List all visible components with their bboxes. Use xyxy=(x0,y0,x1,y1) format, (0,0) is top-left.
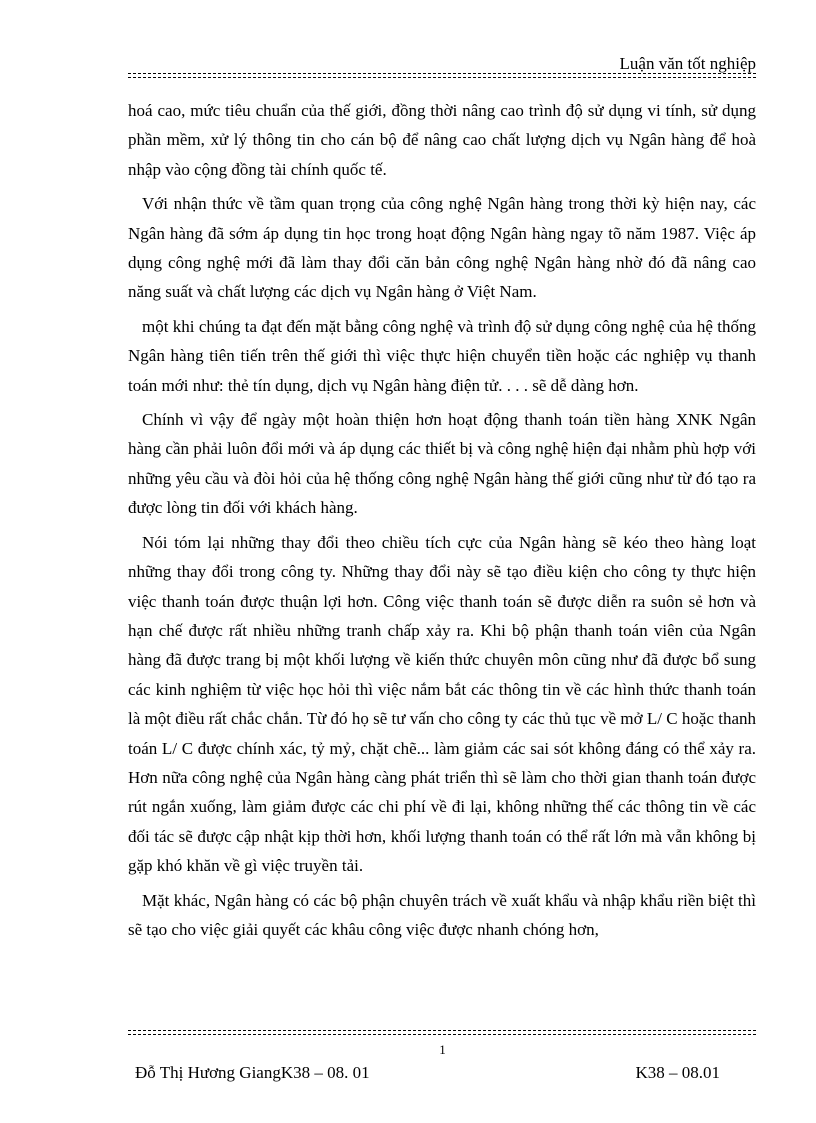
page-number: 1 xyxy=(439,1042,446,1057)
footer-author: Đỗ Thị Hương GiangK38 – 08. 01 xyxy=(135,1063,370,1082)
header-divider xyxy=(128,73,756,80)
footer-divider xyxy=(128,1030,756,1037)
paragraph: Mặt khác, Ngân hàng có các bộ phận chuyên trách về xuất khẩu và nhập khẩu riền biệt thì sẽ tạo cho việc giải quyết các khâu công việc được nhanh chóng hơn, xyxy=(128,890,756,939)
paragraph: một khi chúng ta đạt đến mặt bằng công nghệ và trình độ sử dụng công nghệ của hệ thống Ngân hàng tiên tiến trên thế giới thì việc thực hiện chuyển tiền hoặc các nghiệp vụ thanh toán mới như: thẻ tín dụng, dịch vụ Ngân hàng điện tử. . . . sẽ dễ dàng hơn. xyxy=(128,316,756,395)
header-title: Luận văn tốt nghiệp xyxy=(619,54,756,73)
paragraph: Nói tóm lại những thay đổi theo chiều tích cực của Ngân hàng sẽ kéo theo hàng loạt những thay đổi trong công ty. Những thay đổi này sẽ tạo điều kiện cho công ty thực hiện việc thanh toán được thuận lợi hơn. Công việc thanh toán sẽ được diễn ra suôn sẻ hơn và hạn chế được rất nhiều những tranh chấp xảy ra. Khi bộ phận thanh toán viên của Ngân hàng đã được trang bị một khối lượng về kiến thức chuyên môn cũng như đã được bổ sung các kinh nghiệm từ việc học hỏi thì việc nắm bắt các thông tin về các hình thức thanh toán là một điều rất chắc chắn. Từ đó họ sẽ tư vấn cho công ty các thủ tục về mở L/ C hoặc thanh toán L/ C được chính xác, tỷ mỷ, chặt chẽ... làm giảm các sai sót không đáng có thể xảy ra. Hơn nữa công nghệ của Ngân hàng càng phát triển thì sẽ làm cho thời gian thanh toán được rút ngắn xuống, làm giảm được các chi phí về đi lại, không những thế các thông tin về các đối tác sẽ được cập nhật kịp thời hơn, khối lượng thanh toán có thể rất lớn mà vẫn không bị gặp khó khăn về gì việc truyền tải. xyxy=(128,532,756,876)
paragraph: hoá cao, mức tiêu chuẩn của thế giới, đồng thời nâng cao trình độ sử dụng vi tính, sử dụng phần mềm, xử lý thông tin cho cán bộ để nâng cao chất lượng dịch vụ Ngân hàng để hoà nhập vào cộng đồng tài chính quốc tế. xyxy=(128,101,756,179)
paragraph: Với nhận thức về tầm quan trọng của công nghệ Ngân hàng trong thời kỳ hiện nay, các Ngân hàng đã sớm áp dụng tin học trong hoạt động Ngân hàng ngay tõ năm 1987. Việc áp dụng công nghệ mới đã làm thay đổi căn bản công nghệ Ngân hàng nhờ đó đã nâng cao năng suất và chất lượng các dịch vụ Ngân hàng ở Việt Nam. xyxy=(128,194,756,302)
body-text xyxy=(128,96,756,949)
footer-class-code: K38 – 08.01 xyxy=(635,1063,720,1082)
paragraph: Chính vì vậy để ngày một hoàn thiện hơn hoạt động thanh toán tiền hàng XNK Ngân hàng cần phải luôn đổi mới và áp dụng các thiết bị và công nghệ hiện đại nhằm phù hợp với những yêu cầu và đòi hỏi của hệ thống công nghệ Ngân hàng thế giới cũng như từ đó tạo ra được lòng tin đối với khách hàng. xyxy=(128,410,756,518)
